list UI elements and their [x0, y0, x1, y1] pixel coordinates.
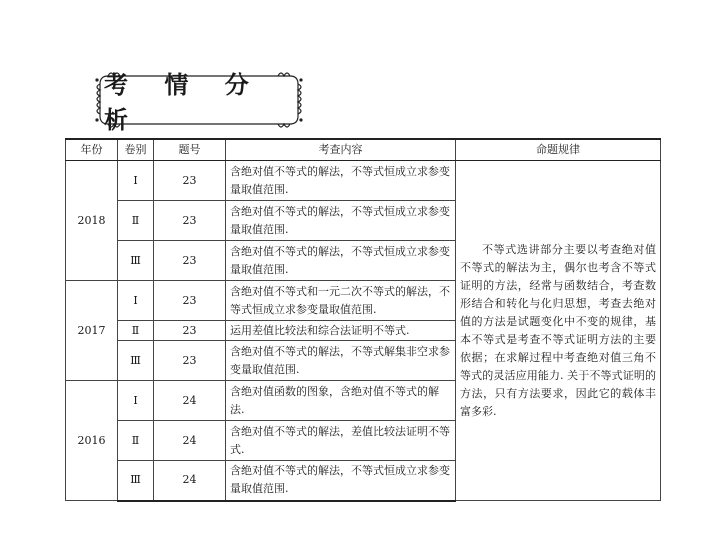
content-cell: 含绝对值不等式的解法，不等式恒成立求参变量取值范围. — [226, 201, 456, 241]
question-cell: 23 — [154, 321, 226, 341]
content-cell: 含绝对值函数的图象，含绝对值不等式的解法. — [226, 381, 456, 421]
question-cell: 23 — [154, 161, 226, 201]
paper-cell: Ⅱ — [118, 421, 154, 461]
question-cell: 24 — [154, 461, 226, 501]
exam-analysis-table — [65, 138, 661, 502]
header-content: 考查内容 — [226, 139, 456, 161]
section-title-banner — [94, 70, 304, 134]
question-cell: 23 — [154, 241, 226, 281]
content-cell: 运用差值比较法和综合法证明不等式. — [226, 321, 456, 341]
section-title: 考 情 分 析 — [104, 70, 263, 134]
paper-cell: Ⅱ — [118, 201, 154, 241]
content-cell: 含绝对值不等式的解法，不等式恒成立求参变量取值范围. — [226, 461, 456, 501]
question-cell: 23 — [154, 201, 226, 241]
header-year: 年份 — [66, 139, 118, 161]
year-cell: 2016 — [66, 381, 118, 501]
content-cell: 含绝对值不等式的解法，差值比较法证明不等式. — [226, 421, 456, 461]
content-cell: 含绝对值不等式的解法，不等式恒成立求参变量取值范围. — [226, 161, 456, 201]
table-header-row — [66, 139, 661, 161]
header-paper: 卷别 — [118, 139, 154, 161]
question-cell: 24 — [154, 421, 226, 461]
content-cell: 含绝对值不等式和一元二次不等式的解法，不等式恒成立求参变量取值范围. — [226, 281, 456, 321]
paper-cell: Ⅲ — [118, 341, 154, 381]
paper-cell: Ⅰ — [118, 381, 154, 421]
question-cell: 24 — [154, 381, 226, 421]
header-rule: 命题规律 — [456, 139, 661, 161]
year-cell: 2018 — [66, 161, 118, 281]
paper-cell: Ⅰ — [118, 281, 154, 321]
question-cell: 23 — [154, 341, 226, 381]
rule-text: 不等式选讲部分主要以考查绝对值不等式的解法为主，偶尔也考含不等式证明的方法，经常与函数结合，考查数形结合和转化与化归思想，考查去绝对值的方法是试题变化中不变的规律，基本不等式是考查不等式证明方法的主要依据；在求解过程中考查绝对值三角不等式的灵活应用能力. 关于不等式证明的方法，只有方法要求，因此它的载体丰富多彩. — [460, 242, 656, 418]
paper-cell: Ⅲ — [118, 241, 154, 281]
paper-cell: Ⅱ — [118, 321, 154, 341]
paper-cell: Ⅲ — [118, 461, 154, 501]
content-cell: 含绝对值不等式的解法，不等式恒成立求参变量取值范围. — [226, 241, 456, 281]
question-cell: 23 — [154, 281, 226, 321]
paper-cell: Ⅰ — [118, 161, 154, 201]
content-cell: 含绝对值不等式的解法，不等式解集非空求参变量取值范围. — [226, 341, 456, 381]
header-question: 题号 — [154, 139, 226, 161]
year-cell: 2017 — [66, 281, 118, 381]
rule-cell — [456, 161, 661, 501]
table-row — [66, 161, 661, 201]
